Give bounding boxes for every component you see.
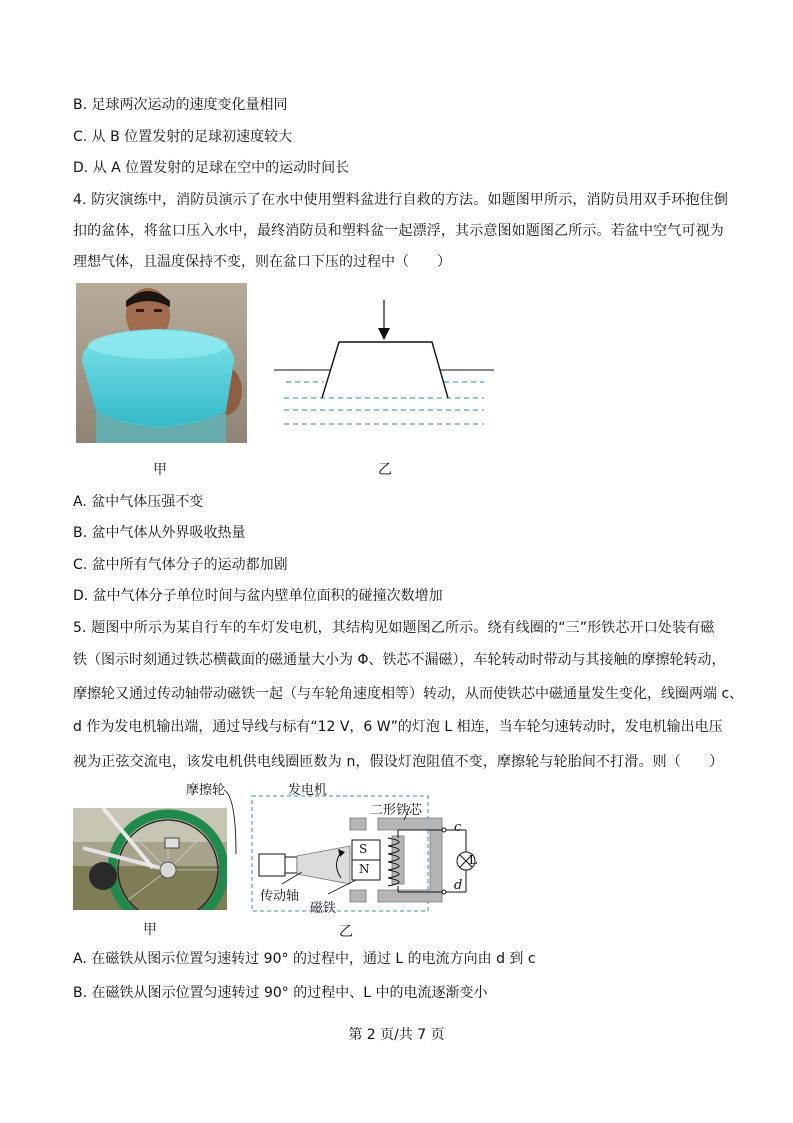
q5-option-b: B. 在磁铁从图示位置匀速转过 90° 的过程中、L 中的电流逐渐变小	[73, 985, 488, 1001]
q5-stem-line-3: 摩擦轮又通过传动轴带动磁铁一起（与车轮角速度相等）转动，从而使铁芯中磁通量发生变化，线圈两端 c、	[73, 686, 744, 702]
q3-option-b: B. 足球两次运动的速度变化量相同	[73, 97, 288, 113]
q5-label-d: d	[454, 878, 463, 893]
q5-label-generator: 发电机	[288, 783, 328, 798]
q5-label-l: L	[469, 853, 477, 867]
q5-stem-line-1: 5. 题图中所示为某自行车的车灯发电机，其结构见如题图乙所示。绕有线圈的“三”形铁芯开口处装有磁	[73, 620, 715, 636]
q4-option-d: D. 盆中气体分子单位时间与盆内壁单位面积的碰撞次数增加	[73, 588, 443, 604]
q4-stem-line-3: 理想气体，且温度保持不变，则在盆口下压的过程中（ ）	[73, 254, 451, 270]
q4-stem-line-2: 扣的盆体，将盆口压入水中，最终消防员和塑料盆一起漂浮，其示意图如题图乙所示。若盆中空气可视为	[73, 223, 724, 239]
q4-option-a: A. 盆中气体压强不变	[73, 494, 204, 510]
q3-option-c: C. 从 B 位置发射的足球初速度较大	[73, 129, 293, 145]
q4-option-c: C. 盆中所有气体分子的运动都加剧	[73, 557, 288, 573]
q5-label-magnet: 磁铁	[310, 901, 337, 916]
q5-option-a: A. 在磁铁从图示位置匀速转过 90° 的过程中，通过 L 的电流方向由 d 到 c	[73, 951, 536, 967]
q5-caption-yi: 乙	[339, 924, 353, 940]
q5-stem-line-5: 视为正弦交流电，该发电机供电线圈匝数为 n，假设灯泡阻值不变，摩擦轮与轮胎间不打滑。则（ ）	[73, 754, 724, 770]
q5-label-n: N	[359, 862, 370, 876]
q4-caption-yi: 乙	[378, 462, 392, 478]
q5-label-shaft: 传动轴	[260, 889, 300, 904]
q5-stem-line-2: 铁（图示时刻通过铁芯横截面的磁通量大小为 Φ、铁芯不漏磁），车轮转动时带动与其接触的摩擦轮转动，	[73, 652, 726, 668]
q4-figure-jia-photo	[76, 283, 247, 443]
q5-label-s: S	[359, 842, 368, 856]
q3-option-d: D. 从 A 位置发射的足球在空中的运动时间长	[73, 160, 350, 176]
q4-option-b: B. 盆中气体从外界吸收热量	[73, 525, 246, 541]
q5-label-c: c	[454, 820, 462, 835]
q4-stem-line-1: 4. 防灾演练中，消防员演示了在水中使用塑料盆进行自救的方法。如题图甲所示，消防员用双手环抱住倒	[73, 192, 729, 208]
q5-caption-jia: 甲	[143, 922, 157, 938]
q4-figure-yi-diagram	[274, 296, 499, 440]
q4-caption-jia: 甲	[153, 462, 167, 478]
q5-label-friction-wheel: 摩擦轮	[186, 783, 226, 798]
q5-stem-line-4: d 作为发电机输出端，通过导线与标有“12 V，6 W”的灯泡 L 相连，当车轮匀速转动时，发电机输出电压	[73, 719, 723, 735]
q5-label-core: 二形铁芯	[370, 803, 423, 818]
page-footer: 第 2 页/共 7 页	[348, 1027, 445, 1043]
